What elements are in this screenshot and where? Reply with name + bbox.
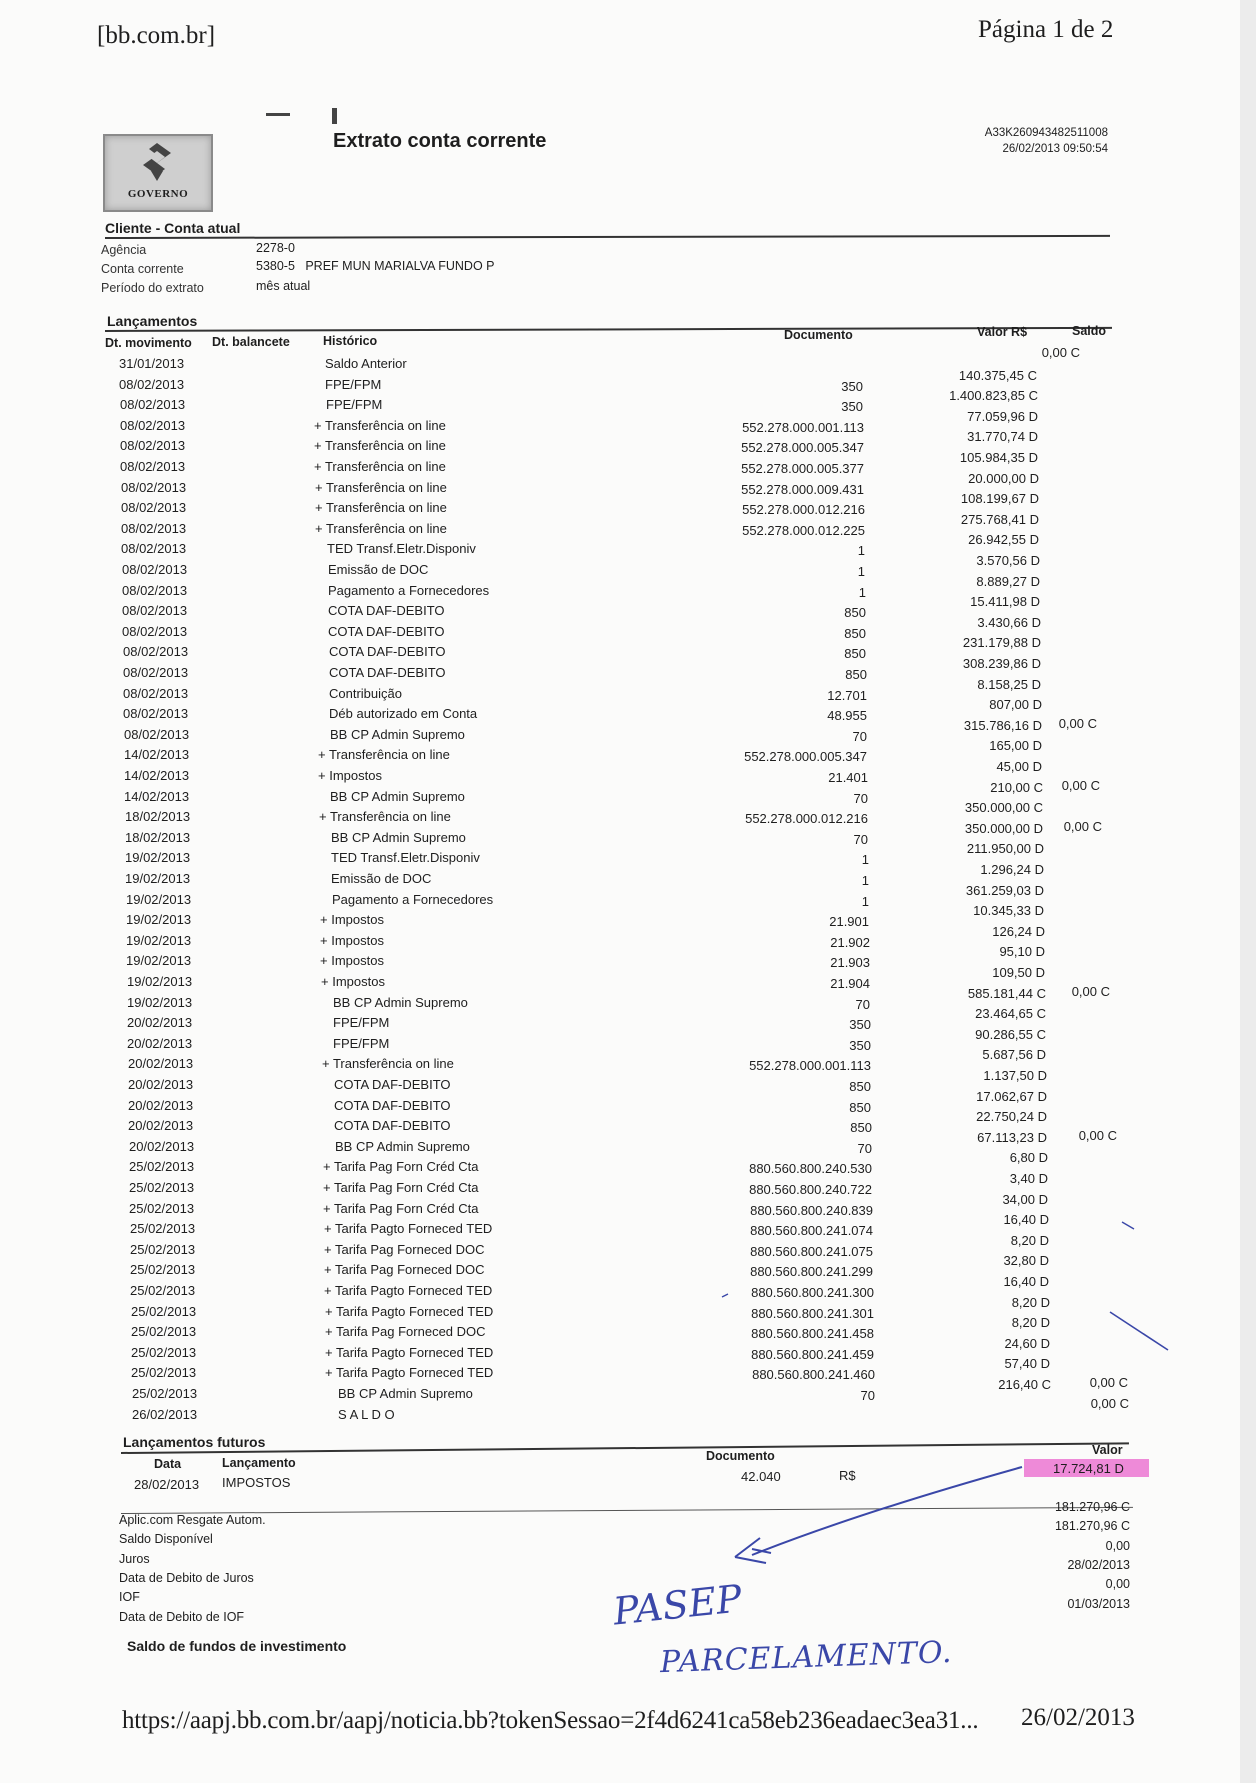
row-historico: + Tarifa Pag Forn Créd Cta <box>323 1159 479 1175</box>
row-historico: + Impostos <box>320 932 384 948</box>
row-valor: 140.375,45 C <box>958 367 1037 383</box>
summary-label: Juros <box>119 1551 150 1566</box>
row-valor: 22.750,24 D <box>976 1109 1047 1125</box>
row-historico: + Impostos <box>320 953 384 969</box>
row-documento: 850 <box>849 1079 871 1094</box>
row-historico: FPE/FPM <box>333 1015 390 1031</box>
row-valor: 8,20 D <box>1011 1294 1050 1310</box>
summary-label: Data de Debito de IOF <box>119 1609 245 1624</box>
row-valor: 585.181,44 C <box>967 985 1046 1001</box>
row-date: 20/02/2013 <box>128 1118 194 1134</box>
row-date: 25/02/2013 <box>129 1159 195 1175</box>
fut-col-documento: Documento <box>706 1449 775 1463</box>
row-historico: Déb autorizado em Conta <box>329 706 478 722</box>
row-documento: 1 <box>861 873 869 888</box>
row-valor: 20.000,00 D <box>968 470 1039 486</box>
row-valor: 16,40 D <box>1003 1274 1049 1289</box>
row-date: 20/02/2013 <box>129 1138 195 1154</box>
row-valor: 8.889,27 D <box>976 573 1040 589</box>
row-saldo: 0,00 C <box>1071 983 1110 999</box>
conta-value: 5380-5 PREF MUN MARIALVA FUNDO P <box>256 259 495 273</box>
row-date: 25/02/2013 <box>131 1344 197 1360</box>
row-historico: COTA DAF-DEBITO <box>329 644 446 660</box>
row-valor: 24,60 D <box>1004 1335 1050 1351</box>
row-documento: 70 <box>853 790 868 806</box>
row-historico: TED Transf.Eletr.Disponiv <box>331 850 480 866</box>
footer-date: 26/02/2013 <box>1021 1704 1135 1731</box>
row-historico: Pagamento a Fornecedores <box>332 891 494 907</box>
row-historico: + Tarifa Pag Forn Créd Cta <box>323 1180 479 1195</box>
row-historico: + Tarifa Pagto Forneced TED <box>325 1365 494 1381</box>
header-page-number: Página 1 de 2 <box>978 16 1114 43</box>
row-documento: 880.560.800.240.722 <box>749 1182 872 1197</box>
row-date: 25/02/2013 <box>130 1262 196 1278</box>
row-valor: 105.984,35 D <box>959 450 1038 465</box>
row-date: 31/01/2013 <box>119 356 185 371</box>
row-historico: COTA DAF-DEBITO <box>328 603 445 619</box>
row-documento: 21.902 <box>830 934 870 950</box>
agencia-label: Agência <box>101 243 147 257</box>
row-valor: 6,80 D <box>1009 1150 1048 1166</box>
section-title-futuros: Lançamentos futuros <box>123 1434 266 1450</box>
row-documento: 1 <box>857 564 865 579</box>
row-saldo: 0,00 C <box>1058 715 1097 731</box>
row-historico: Emissão de DOC <box>331 871 432 886</box>
row-valor: 32,80 D <box>1003 1253 1049 1269</box>
row-date: 08/02/2013 <box>121 479 187 495</box>
row-date: 19/02/2013 <box>127 994 193 1010</box>
document-code: A33K260943482511008 <box>984 127 1108 139</box>
row-historico: + Tarifa Pag Forn Créd Cta <box>323 1200 479 1216</box>
row-valor: 315.786,16 D <box>963 717 1042 733</box>
row-valor: 216,40 C <box>998 1377 1051 1392</box>
row-date: 19/02/2013 <box>127 974 193 989</box>
row-historico: + Impostos <box>320 912 384 928</box>
row-historico: COTA DAF-DEBITO <box>334 1077 451 1092</box>
row-historico: BB CP Admin Supremo <box>335 1138 470 1154</box>
row-documento: 21.401 <box>828 770 868 785</box>
row-date: 25/02/2013 <box>130 1283 196 1298</box>
row-valor: 361.259,03 D <box>965 882 1044 898</box>
row-valor: 231.179,88 D <box>962 635 1041 651</box>
row-documento: 850 <box>849 1099 871 1115</box>
row-date: 25/02/2013 <box>129 1200 195 1216</box>
row-documento: 552.278.000.001.113 <box>749 1058 871 1074</box>
row-date: 19/02/2013 <box>126 953 192 969</box>
row-historico: COTA DAF-DEBITO <box>329 665 446 680</box>
row-historico: FPE/FPM <box>325 376 382 392</box>
row-valor: 210,00 C <box>990 779 1043 795</box>
row-valor: 8,20 D <box>1010 1232 1049 1248</box>
col-dt-movimento: Dt. movimento <box>105 336 192 350</box>
row-date: 08/02/2013 <box>121 500 187 516</box>
row-valor: 165,00 D <box>989 738 1042 754</box>
row-historico: Saldo Anterior <box>325 356 407 371</box>
row-documento: 552.278.000.012.225 <box>742 522 865 538</box>
row-documento: 880.560.800.241.458 <box>751 1326 874 1342</box>
row-documento: 70 <box>857 1140 872 1156</box>
row-documento: 880.560.800.241.459 <box>751 1346 874 1362</box>
row-documento: 350 <box>849 1017 871 1033</box>
col-documento: Documento <box>784 328 853 342</box>
row-historico: + Transferência on line <box>315 520 447 536</box>
row-date: 08/02/2013 <box>120 459 186 474</box>
row-valor: 23.464,65 C <box>975 1006 1046 1022</box>
row-date: 08/02/2013 <box>123 665 189 680</box>
fut-col-lancamento: Lançamento <box>222 1456 296 1470</box>
row-valor: 1.400.823,85 C <box>949 388 1038 404</box>
row-documento: 350 <box>841 378 863 394</box>
row-documento: 880.560.800.241.299 <box>750 1264 873 1280</box>
row-date: 14/02/2013 <box>124 768 190 783</box>
row-date: 08/02/2013 <box>119 376 185 392</box>
row-historico: + Transferência on line <box>318 747 450 763</box>
saldo-fundos-label: Saldo de fundos de investimento <box>127 1638 347 1654</box>
summary-value: 0,00 <box>1105 1577 1130 1592</box>
row-date: 25/02/2013 <box>132 1386 198 1401</box>
row-date: 14/02/2013 <box>124 788 190 804</box>
row-historico: + Transferência on line <box>315 479 447 495</box>
row-date: 08/02/2013 <box>124 726 190 742</box>
row-date: 20/02/2013 <box>127 1035 193 1051</box>
handwriting-line-2: PARCELAMENTO. <box>659 1634 953 1681</box>
row-date: 08/02/2013 <box>121 520 187 536</box>
row-valor: 16,40 D <box>1003 1212 1049 1228</box>
row-valor: 3,40 D <box>1009 1171 1048 1186</box>
row-documento: 1 <box>858 584 866 600</box>
summary-value: 181.270,96 C <box>1054 1519 1130 1534</box>
col-valor: Valor R$ <box>977 325 1028 339</box>
row-historico: Emissão de DOC <box>328 562 429 577</box>
row-valor: 275.768,41 D <box>960 511 1039 527</box>
row-date: 26/02/2013 <box>132 1406 198 1422</box>
row-historico: FPE/FPM <box>333 1035 390 1051</box>
row-valor: 34,00 D <box>1002 1191 1048 1207</box>
row-documento: 880.560.800.241.301 <box>751 1305 874 1321</box>
row-valor: 308.239,86 D <box>962 656 1041 671</box>
row-historico: BB CP Admin Supremo <box>330 788 465 804</box>
row-documento: 850 <box>844 646 866 662</box>
row-valor: 126,24 D <box>992 923 1045 939</box>
row-valor: 8,20 D <box>1011 1315 1050 1331</box>
row-valor: 1.137,50 D <box>983 1068 1047 1083</box>
row-historico: + Tarifa Pagto Forneced TED <box>325 1344 494 1360</box>
row-date: 19/02/2013 <box>126 912 192 928</box>
row-historico: + Tarifa Pagto Forneced TED <box>325 1303 494 1319</box>
row-valor: 1.296,24 D <box>980 862 1044 877</box>
future-date: 28/02/2013 <box>134 1477 200 1492</box>
row-historico: BB CP Admin Supremo <box>333 994 468 1010</box>
row-historico: S A L D O <box>338 1406 395 1422</box>
row-date: 20/02/2013 <box>128 1077 194 1092</box>
row-date: 08/02/2013 <box>122 562 188 577</box>
row-date: 08/02/2013 <box>123 685 189 701</box>
row-documento: 850 <box>844 625 866 641</box>
row-documento: 21.903 <box>830 955 870 971</box>
future-document: 42.040 <box>741 1469 781 1484</box>
summary-value: 28/02/2013 <box>1067 1557 1130 1572</box>
row-date: 14/02/2013 <box>124 747 190 763</box>
row-documento: 850 <box>845 667 867 682</box>
row-date: 08/02/2013 <box>122 582 188 598</box>
row-historico: + Tarifa Pag Forneced DOC <box>324 1262 485 1278</box>
row-valor: 90.286,55 C <box>975 1026 1046 1042</box>
row-historico: + Tarifa Pag Forneced DOC <box>324 1241 485 1257</box>
col-saldo: Saldo <box>1072 324 1107 338</box>
row-date: 08/02/2013 <box>120 417 186 433</box>
fut-col-data: Data <box>154 1457 182 1471</box>
row-date: 08/02/2013 <box>123 644 189 660</box>
row-documento: 880.560.800.241.460 <box>752 1367 875 1383</box>
periodo-label: Período do extrato <box>101 281 204 295</box>
page-title: Extrato conta corrente <box>333 130 547 152</box>
col-historico: Histórico <box>323 334 378 348</box>
row-valor: 211.950,00 D <box>966 841 1044 857</box>
row-saldo: 0,00 C <box>1078 1127 1117 1143</box>
row-saldo: 0,00 C <box>1063 818 1102 834</box>
row-historico: + Tarifa Pag Forneced DOC <box>325 1324 486 1340</box>
row-documento: 12.701 <box>827 687 867 703</box>
row-valor: 26.942,55 D <box>968 532 1039 548</box>
row-documento: 880.560.800.241.300 <box>751 1285 874 1300</box>
row-documento: 552.278.000.001.113 <box>742 419 864 435</box>
row-date: 25/02/2013 <box>130 1241 196 1257</box>
row-historico: + Transferência on line <box>314 459 446 474</box>
row-date: 19/02/2013 <box>125 871 191 886</box>
row-valor: 8.158,25 D <box>977 676 1041 692</box>
footer-url: https://aapj.bb.com.br/aapj/noticia.bb?tokenSessao=2f4d6241ca58eb236eadaec3ea31... <box>122 1707 979 1734</box>
row-documento: 850 <box>844 605 866 621</box>
row-date: 08/02/2013 <box>122 603 188 619</box>
row-date: 20/02/2013 <box>127 1015 193 1031</box>
row-date: 19/02/2013 <box>126 932 192 948</box>
row-historico: + Tarifa Pagto Forneced TED <box>324 1221 493 1237</box>
scan-edge <box>1240 0 1256 1783</box>
row-historico: + Transferência on line <box>314 417 446 433</box>
row-documento: 850 <box>850 1120 872 1136</box>
col-dt-balancete: Dt. balancete <box>212 335 290 349</box>
row-documento: 552.278.000.005.377 <box>741 461 864 476</box>
row-historico: + Tarifa Pagto Forneced TED <box>324 1283 493 1298</box>
periodo-value: mês atual <box>256 279 311 293</box>
row-saldo: 0,00 C <box>1061 777 1100 793</box>
row-documento: 350 <box>849 1037 871 1053</box>
row-valor: 17.062,67 D <box>976 1088 1047 1104</box>
row-historico: + Transferência on line <box>314 438 446 454</box>
row-documento: 552.278.000.005.347 <box>741 440 864 456</box>
row-documento: 552.278.000.012.216 <box>742 502 865 518</box>
row-historico: BB CP Admin Supremo <box>331 829 466 845</box>
row-date: 08/02/2013 <box>121 541 187 557</box>
row-valor: 807,00 D <box>989 697 1042 713</box>
summary-value: 181.270,96 C <box>1054 1500 1130 1514</box>
row-date: 08/02/2013 <box>120 438 186 454</box>
row-documento: 70 <box>855 996 870 1012</box>
row-documento: 880.560.800.241.075 <box>750 1243 873 1259</box>
summary-label: Data de Debito de Juros <box>119 1570 254 1585</box>
conta-label: Conta corrente <box>101 262 184 276</box>
section-title-lancamentos: Lançamentos <box>107 313 198 329</box>
summary-value: 01/03/2013 <box>1067 1596 1130 1611</box>
row-valor: 3.570,56 D <box>976 553 1040 568</box>
row-valor: 108.199,67 D <box>960 491 1039 507</box>
row-historico: + Impostos <box>321 974 385 989</box>
row-historico: Contribuição <box>329 685 402 701</box>
row-historico: + Impostos <box>318 768 382 783</box>
row-documento: 70 <box>853 831 868 847</box>
row-valor: 350.000,00 C <box>964 800 1043 816</box>
row-date: 19/02/2013 <box>126 891 192 907</box>
row-documento: 880.560.800.240.839 <box>750 1202 873 1218</box>
row-documento: 880.560.800.241.074 <box>750 1223 873 1239</box>
row-documento: 552.278.000.005.347 <box>744 749 867 765</box>
row-saldo: 0,00 C <box>1090 1395 1129 1411</box>
row-documento: 350 <box>841 399 863 415</box>
row-historico: + Transferência on line <box>319 809 451 825</box>
row-valor: 3.430,66 D <box>977 614 1041 630</box>
summary-label: IOF <box>119 1590 140 1605</box>
row-date: 25/02/2013 <box>130 1221 196 1237</box>
header-site: [bb.com.br] <box>97 22 216 49</box>
summary-label: Saldo Disponível <box>119 1532 213 1547</box>
row-valor: 67.113,23 D <box>977 1129 1047 1145</box>
row-documento: 70 <box>860 1388 875 1403</box>
row-valor: 31.770,74 D <box>967 429 1038 445</box>
future-description: IMPOSTOS <box>222 1475 291 1490</box>
logo-text: GOVERNO <box>127 188 189 200</box>
row-documento: 880.560.800.240.530 <box>749 1161 872 1177</box>
row-valor: 350.000,00 D <box>964 820 1043 836</box>
future-value: 17.724,81 D <box>1053 1461 1124 1476</box>
summary-value: 0,00 <box>1105 1538 1130 1553</box>
row-documento: 552.278.000.012.216 <box>745 811 868 827</box>
agencia-value: 2278-0 <box>256 241 295 255</box>
row-documento: 21.901 <box>829 914 869 930</box>
row-valor: 95,10 D <box>999 944 1045 960</box>
row-date: 25/02/2013 <box>131 1303 197 1319</box>
row-historico: Pagamento a Fornecedores <box>328 582 490 598</box>
row-date: 25/02/2013 <box>129 1180 195 1195</box>
row-historico: BB CP Admin Supremo <box>338 1386 473 1401</box>
row-date: 20/02/2013 <box>128 1097 194 1113</box>
row-date: 18/02/2013 <box>125 809 191 825</box>
future-currency: R$ <box>839 1468 856 1483</box>
fut-col-valor: Valor <box>1092 1443 1123 1457</box>
row-valor: 57,40 D <box>1004 1356 1050 1372</box>
row-date: 08/02/2013 <box>122 623 188 639</box>
row-documento: 48.955 <box>827 708 867 724</box>
row-historico: TED Transf.Eletr.Disponiv <box>327 541 476 557</box>
row-date: 25/02/2013 <box>131 1324 197 1340</box>
row-historico: COTA DAF-DEBITO <box>328 623 445 639</box>
row-valor: 109,50 D <box>992 965 1045 980</box>
row-date: 19/02/2013 <box>125 850 191 866</box>
row-date: 08/02/2013 <box>120 397 186 413</box>
row-historico: FPE/FPM <box>326 397 383 413</box>
row-valor: 45,00 D <box>996 759 1042 774</box>
row-valor: 5.687,56 D <box>982 1047 1046 1063</box>
summary-label: Aplic.com Resgate Autom. <box>119 1513 266 1527</box>
row-documento: 1 <box>861 893 869 909</box>
row-historico: COTA DAF-DEBITO <box>334 1118 451 1134</box>
row-documento: 1 <box>861 852 869 868</box>
section-title-cliente: Cliente - Conta atual <box>105 220 241 236</box>
row-documento: 70 <box>852 728 867 744</box>
row-valor: 77.059,96 D <box>967 408 1038 424</box>
row-date: 25/02/2013 <box>131 1365 197 1381</box>
row-documento: 21.904 <box>830 976 870 991</box>
row-saldo: 0,00 C <box>1041 345 1080 360</box>
row-documento: 1 <box>857 543 865 559</box>
row-saldo: 0,00 C <box>1089 1375 1128 1390</box>
document-datetime: 26/02/2013 09:50:54 <box>1002 143 1108 155</box>
row-date: 18/02/2013 <box>125 829 191 845</box>
row-valor: 15.411,98 D <box>970 594 1040 610</box>
row-valor: 10.345,33 D <box>973 903 1044 919</box>
row-historico: COTA DAF-DEBITO <box>334 1097 451 1113</box>
row-historico: + Transferência on line <box>322 1056 454 1072</box>
row-historico: BB CP Admin Supremo <box>330 726 465 742</box>
row-historico: + Transferência on line <box>315 500 447 516</box>
row-date: 08/02/2013 <box>123 706 189 722</box>
row-documento: 552.278.000.009.431 <box>741 481 864 497</box>
handwriting-line-1: PASEP <box>611 1576 744 1634</box>
row-date: 20/02/2013 <box>128 1056 194 1072</box>
